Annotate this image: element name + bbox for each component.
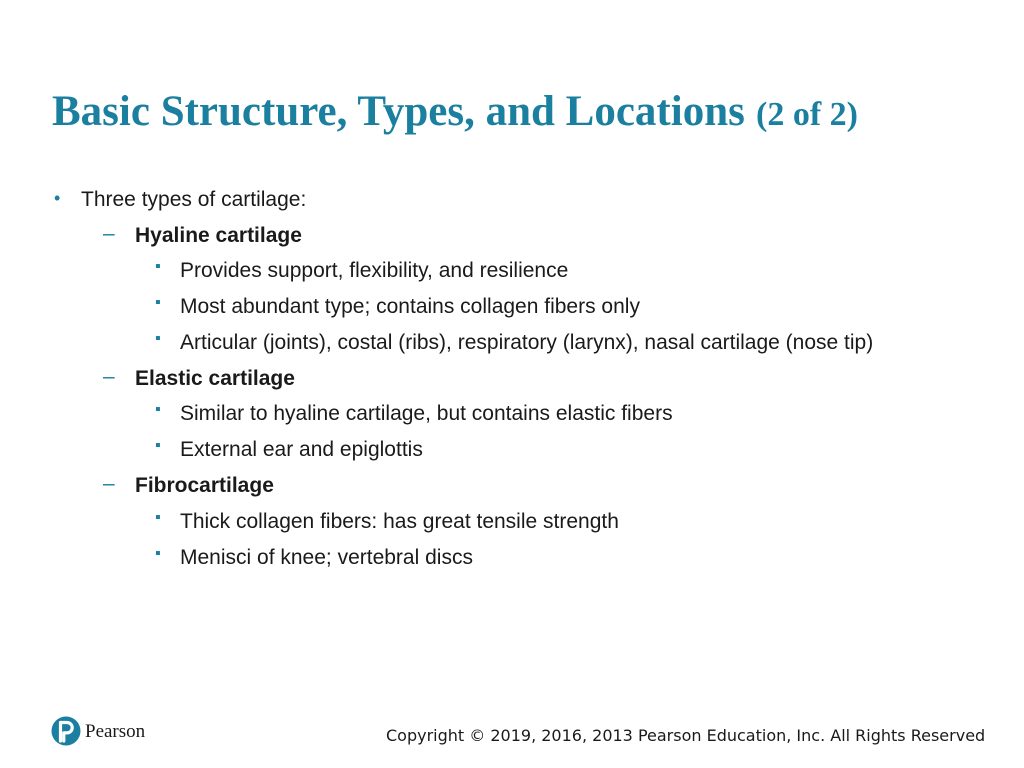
sub-sub-bullet-item: ▪ Menisci of knee; vertebral discs	[180, 546, 473, 570]
copyright-notice: Copyright © 2019, 2016, 2013 Pearson Education, Inc. All Rights Reserved	[386, 726, 986, 745]
sub-bullet-item: – Elastic cartilage	[103, 365, 295, 390]
sub-sub-bullet-item: ▪ Articular (joints), costal (ribs), respiratory (larynx), nasal cartilage (nose tip)	[180, 331, 873, 355]
bullet-square-icon: ▪	[155, 330, 161, 347]
sub-sub-bullet-item: ▪ Provides support, flexibility, and resilience	[180, 259, 568, 283]
bullet-dash-icon: –	[103, 472, 115, 495]
bullet-square-icon: ▪	[155, 401, 161, 418]
sub-sub-bullet-item: ▪ Thick collagen fibers: has great tensile strength	[180, 510, 619, 534]
bullet-square-icon: ▪	[155, 437, 161, 454]
bullet-item: • Three types of cartilage:	[54, 188, 307, 211]
bullet-dash-icon: –	[103, 365, 115, 388]
sub-bullet-item: – Fibrocartilage	[103, 472, 274, 497]
bullet-square-icon: ▪	[155, 545, 161, 562]
bullet-dot-icon: •	[54, 188, 61, 208]
bullet-square-icon: ▪	[155, 258, 161, 275]
pearson-p-icon	[52, 717, 81, 746]
sub-sub-bullet-item: ▪ Most abundant type; contains collagen fibers only	[180, 295, 640, 319]
sub-bullet-item: – Hyaline cartilage	[103, 222, 302, 247]
sub-sub-bullet-item: ▪ External ear and epiglottis	[180, 438, 423, 462]
bullet-dash-icon: –	[103, 222, 115, 245]
bullet-square-icon: ▪	[155, 294, 161, 311]
slide-title-suffix: (2 of 2)	[756, 96, 858, 133]
bullet-square-icon: ▪	[155, 509, 161, 526]
slide-title-main: Basic Structure, Types, and Locations	[52, 88, 745, 135]
sub-sub-bullet-item: ▪ Similar to hyaline cartilage, but contains elastic fibers	[180, 402, 673, 426]
pearson-logo	[51, 714, 161, 748]
pearson-logo-text: Pearson	[85, 721, 146, 742]
